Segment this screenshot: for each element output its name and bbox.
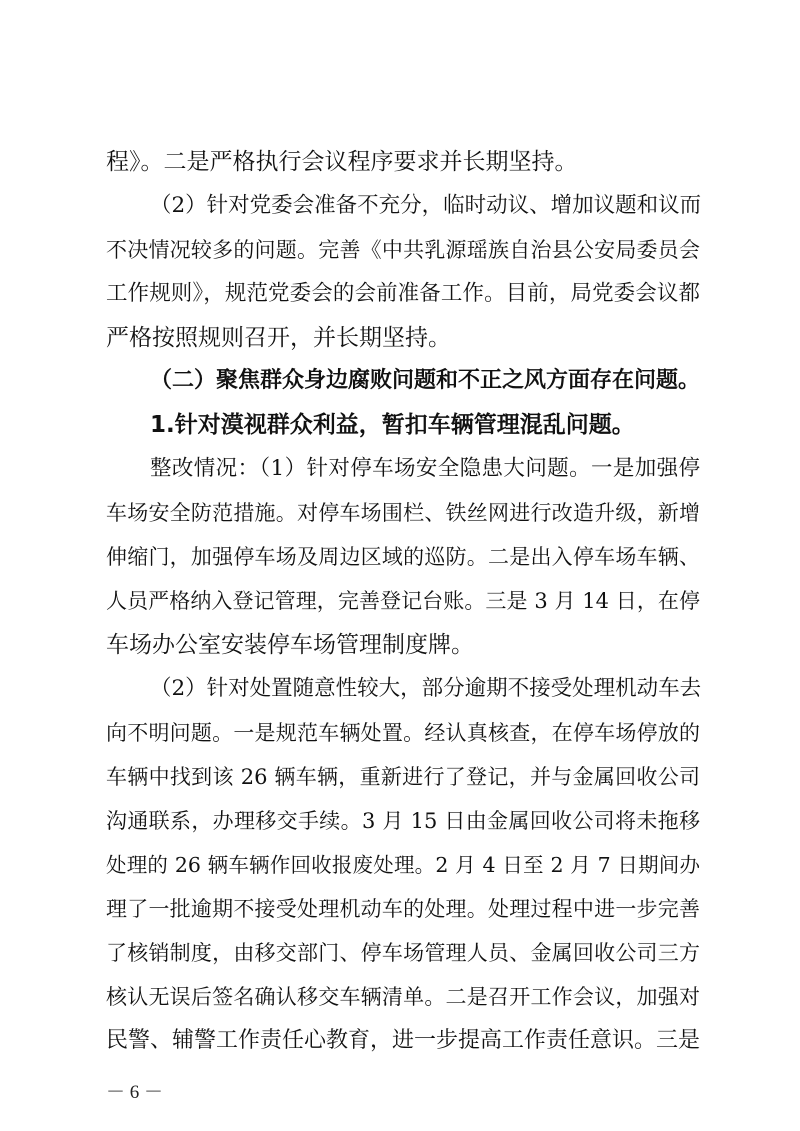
text-line: 严格按照规则召开，并长期坚持。 [106, 325, 451, 351]
subsection-heading: 1.针对漠视群众利益，暂扣车辆管理混乱问题。 [150, 412, 635, 438]
text-line: （2）针对党委会准备不充分，临时动议、增加议题和议而 [150, 193, 702, 218]
text-line: 理了一批逾期不接受处理机动车的处理。处理过程中进一步完善 [106, 897, 700, 921]
text-line: 沟通联系，办理移交手续。3 月 15 日由金属回收公司将未拖移 [106, 809, 700, 833]
text-line: 整改情况：（1）针对停车场安全隐患大问题。一是加强停 [150, 456, 700, 481]
text-line: 人员严格纳入登记管理，完善登记台账。三是 3 月 14 日，在停 [106, 589, 700, 613]
text-line: 向不明问题。一是规范车辆处置。经认真核查，在停车场停放的 [106, 721, 700, 745]
text-line: 处理的 26 辆车辆作回收报废处理。2 月 4 日至 2 月 7 日期间办 [106, 853, 700, 877]
text-line: 车场安全防范措施。对停车场围栏、铁丝网进行改造升级，新增 [106, 501, 700, 525]
text-line: 车场办公室安装停车场管理制度牌。 [106, 632, 474, 658]
text-line: 车辆中找到该 26 辆车辆，重新进行了登记，并与金属回收公司 [106, 765, 700, 789]
text-line: 伸缩门，加强停车场及周边区域的巡防。二是出入停车场车辆、 [106, 545, 700, 569]
text-line: 工作规则》，规范党委会的会前准备工作。目前，局党委会议都 [106, 281, 700, 306]
text-line: 核认无误后签名确认移交车辆清单。二是召开工作会议，加强对 [106, 985, 700, 1009]
text-line: 程》。二是严格执行会议程序要求并长期坚持。 [106, 149, 578, 175]
text-line: 不决情况较多的问题。完善《中共乳源瑶族自治县公安局委员会 [106, 238, 700, 262]
text-line: （2）针对处置随意性较大，部分逾期不接受处理机动车去 [150, 676, 702, 701]
text-line: 民警、辅警工作责任心教育，进一步提高工作责任意识。三是 [106, 1028, 701, 1053]
section-heading: （二）聚焦群众身边腐败问题和不正之风方面存在问题。 [150, 368, 701, 393]
text-line: 了核销制度，由移交部门、停车场管理人员、金属回收公司三方 [106, 941, 700, 965]
page-number: － 6 － [106, 1082, 164, 1103]
